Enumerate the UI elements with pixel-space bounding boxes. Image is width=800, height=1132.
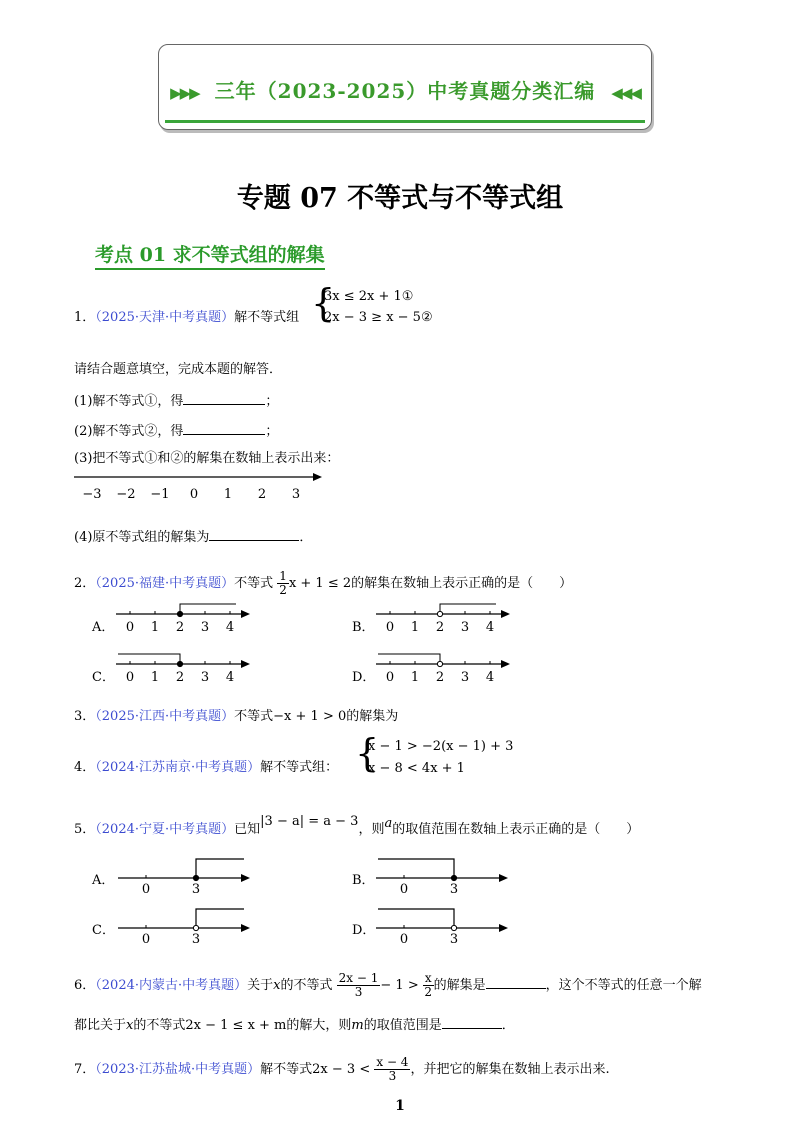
step-3: (3)把不等式①和②的解集在数轴上表示出来：: [74, 451, 340, 466]
tick-label: 4: [225, 670, 235, 685]
tick-label: 3: [291, 487, 301, 502]
step-1: [74, 392, 278, 410]
banner-left-arrows: ▶▶▶: [170, 84, 199, 102]
question-4-line: [74, 760, 338, 776]
text-segment: 的取值范围是: [363, 1018, 442, 1033]
system-brace: {: [355, 731, 380, 775]
tick-label: 3: [460, 670, 470, 685]
answer-blank[interactable]: [486, 976, 546, 989]
question-tail: 的解集在数轴上表示正确的是（ ）: [351, 576, 573, 591]
fraction: [423, 972, 434, 999]
tick-label: 3: [449, 932, 459, 944]
open-dot: [437, 661, 442, 666]
question-number: 2．: [74, 576, 96, 591]
closed-dot: [177, 611, 182, 616]
fraction: [277, 570, 289, 597]
solution-ray: [440, 604, 496, 614]
inequality: 2x − 1 ≤ x + m: [185, 1018, 287, 1033]
question-lead: 解不等式组：: [260, 760, 339, 775]
open-dot: [451, 925, 456, 930]
axis-arrow: [501, 660, 510, 668]
inequality-mid: − 1 >: [380, 978, 419, 993]
tick-label: −1: [150, 487, 170, 502]
fraction: [374, 1056, 410, 1083]
tick-label: 0: [399, 882, 409, 894]
question-number: 1．: [74, 310, 96, 325]
condition: |3 − a| = a − 3: [260, 814, 359, 829]
fraction-numerator: x − 4: [376, 1055, 409, 1069]
question-tail: 的取值范围在数轴上表示正确的是（ ）: [392, 822, 640, 837]
question-number: 7．: [74, 1062, 96, 1077]
option-c-label[interactable]: C．: [92, 670, 115, 685]
option-a-number-line[interactable]: [112, 600, 262, 636]
question-tail: ，并把它的解集在数轴上表示出来.: [410, 1062, 610, 1077]
tick-label: 1: [223, 487, 233, 502]
tick-label: 3: [191, 882, 201, 894]
step-1-end: ；: [265, 394, 279, 409]
open-dot: [193, 925, 198, 930]
fraction-denominator: 3: [388, 1069, 397, 1083]
number-line-q1: [70, 468, 330, 504]
answer-blank[interactable]: [183, 392, 265, 405]
solution-ray: [196, 909, 244, 928]
tick-label: 4: [485, 620, 495, 635]
page-title: 专题 07 不等式与不等式组: [236, 183, 564, 214]
axis-arrow: [499, 874, 508, 882]
answer-blank[interactable]: [209, 528, 299, 541]
question-tail-1: 的解集是: [433, 978, 486, 993]
answer-blank[interactable]: [183, 422, 265, 435]
tick-label: 2: [435, 670, 445, 685]
variable: m: [351, 1018, 364, 1033]
inequality: 2x − 3 <: [312, 1062, 371, 1077]
step-2: [74, 422, 278, 440]
fraction-denominator: 2: [424, 985, 433, 999]
step-2-text: (2)解不等式②，得: [74, 424, 184, 439]
tick-label: 0: [125, 670, 135, 685]
tick-label: 1: [150, 620, 160, 635]
banner-title-row: [159, 75, 651, 104]
axis-arrow: [241, 660, 250, 668]
tick-label: 2: [257, 487, 267, 502]
question-7-line: [74, 1056, 610, 1083]
tick-label: 0: [141, 932, 151, 944]
text-segment: 的解大，则: [286, 1018, 352, 1033]
option-b-number-line[interactable]: [374, 852, 514, 894]
banner-right-arrows: ◀◀◀: [611, 84, 640, 102]
question-number: 5．: [74, 822, 96, 837]
step-1-text: (1)解不等式①，得: [74, 394, 184, 409]
tick-label: 4: [225, 620, 235, 635]
fraction-numerator: 1: [279, 569, 287, 583]
step-4-text: (4)原不等式组的解集为: [74, 530, 210, 545]
solution-ray: [196, 859, 244, 878]
option-b-label[interactable]: B．: [352, 620, 375, 635]
page-number: 1: [395, 1098, 405, 1114]
variable: x: [273, 978, 281, 993]
question-source: （2025·福建·中考真题）: [95, 576, 235, 591]
tick-label: 0: [385, 670, 395, 685]
question-6-line-1: [74, 972, 702, 999]
text-segment: 的不等式: [133, 1018, 186, 1033]
section-heading: 考点 01 求不等式组的解集: [95, 240, 325, 270]
closed-dot: [193, 875, 198, 880]
tick-label: 3: [449, 882, 459, 894]
tick-label: 2: [435, 620, 445, 635]
solution-ray: [378, 909, 454, 928]
question-number: 4．: [74, 760, 96, 775]
tick-label: 3: [200, 670, 210, 685]
tick-label: 1: [150, 670, 160, 685]
banner-underline: [165, 120, 645, 123]
step-4: [74, 528, 312, 546]
closed-dot: [451, 875, 456, 880]
question-source: （2025·天津·中考真题）: [95, 310, 235, 325]
option-b-number-line[interactable]: [372, 600, 522, 636]
system-brace: {: [311, 281, 336, 325]
q1-ticks: [82, 487, 300, 502]
tick-label: 0: [141, 882, 151, 894]
system-eq-1: x − 1 > −2(x − 1) + 3: [368, 739, 514, 754]
tick-label: 3: [191, 932, 201, 944]
axis-arrow: [241, 924, 250, 932]
open-dot: [437, 611, 442, 616]
closed-dot: [177, 661, 182, 666]
question-lead-2: 的不等式: [280, 978, 333, 993]
fraction: [337, 972, 381, 999]
option-a-number-line[interactable]: [116, 852, 256, 894]
option-c-number-line[interactable]: [112, 650, 262, 686]
question-lead: 不等式: [234, 576, 274, 591]
variable: x: [126, 1018, 134, 1033]
question-source: （2025·江西·中考真题）: [95, 709, 235, 724]
header-banner: [158, 44, 652, 130]
tick-label: 0: [125, 620, 135, 635]
axis-arrow: [241, 874, 250, 882]
question-number: 3．: [74, 709, 96, 724]
tick-label: 2: [175, 670, 185, 685]
question-lead: 关于: [247, 978, 274, 993]
question-number: 6．: [74, 978, 96, 993]
question-2-line: [74, 570, 572, 597]
tick-label: 0: [189, 487, 199, 502]
option-c-label[interactable]: C．: [92, 923, 115, 938]
inequality: −x + 1 > 0: [273, 709, 347, 724]
solution-ray: [180, 604, 236, 614]
question-5-line: [74, 814, 640, 838]
tick-label: 3: [460, 620, 470, 635]
question-3-line: [74, 709, 398, 725]
axis-arrow: [501, 610, 510, 618]
tick-label: −3: [82, 487, 102, 502]
inequality: x + 1 ≤ 2: [288, 576, 352, 591]
option-d-label[interactable]: D．: [352, 923, 376, 938]
solution-ray: [118, 654, 180, 664]
question-6-line-2: [74, 1016, 515, 1034]
question-lead: 解不等式组: [234, 310, 300, 325]
tick-label: 0: [385, 620, 395, 635]
tick-label: 2: [175, 620, 185, 635]
step-4-end: ．: [299, 530, 313, 545]
question-lead: 已知: [234, 822, 261, 837]
axis-arrow: [499, 924, 508, 932]
system-eq-2: x − 8 < 4x + 1: [368, 761, 465, 776]
tick-label: 1: [410, 620, 420, 635]
option-c-number-line[interactable]: [116, 902, 256, 944]
question-tail: 的解集为: [346, 709, 399, 724]
tick-label: 1: [410, 670, 420, 685]
answer-blank[interactable]: [442, 1016, 502, 1029]
fraction-numerator: x: [424, 971, 432, 985]
text-segment: ．: [501, 1018, 515, 1033]
solution-ray: [378, 654, 440, 664]
axis-arrow: [241, 610, 250, 618]
tick-label: 3: [200, 620, 210, 635]
variable: a: [384, 816, 393, 831]
fraction-denominator: 3: [354, 985, 363, 999]
option-a-label[interactable]: A．: [92, 620, 115, 635]
question-1-line: [74, 310, 299, 326]
question-lead: 不等式: [234, 709, 274, 724]
system-eq-1: 3x ≤ 2x + 1①: [324, 289, 414, 304]
option-d-number-line[interactable]: [374, 902, 514, 944]
tick-label: 0: [399, 932, 409, 944]
system-eq-2: 2x − 3 ≥ x − 5②: [324, 310, 433, 325]
option-b-label[interactable]: B．: [352, 873, 375, 888]
question-mid: ，则: [358, 822, 385, 837]
question-lead: 解不等式: [260, 1062, 313, 1077]
question-tail-2: ，这个不等式的任意一个解: [545, 978, 702, 993]
option-a-label[interactable]: A．: [92, 873, 115, 888]
instruction-text: 请结合题意填空，完成本题的解答．: [74, 362, 283, 377]
text-segment: 都比关于: [74, 1018, 127, 1033]
question-source: （2024·内蒙古·中考真题）: [95, 978, 248, 993]
tick-label: −2: [116, 487, 136, 502]
step-2-end: ；: [265, 424, 279, 439]
solution-ray: [378, 859, 454, 878]
tick-label: 4: [485, 670, 495, 685]
question-source: （2024·宁夏·中考真题）: [95, 822, 235, 837]
question-source: （2023·江苏盐城·中考真题）: [95, 1062, 261, 1077]
fraction-numerator: 2x − 1: [338, 971, 379, 985]
option-d-number-line[interactable]: [372, 650, 522, 686]
question-source: （2024·江苏南京·中考真题）: [95, 760, 261, 775]
banner-title: 三年（2023-2025）中考真题分类汇编: [214, 79, 596, 103]
option-d-label[interactable]: D．: [352, 670, 376, 685]
fraction-denominator: 2: [279, 583, 287, 597]
